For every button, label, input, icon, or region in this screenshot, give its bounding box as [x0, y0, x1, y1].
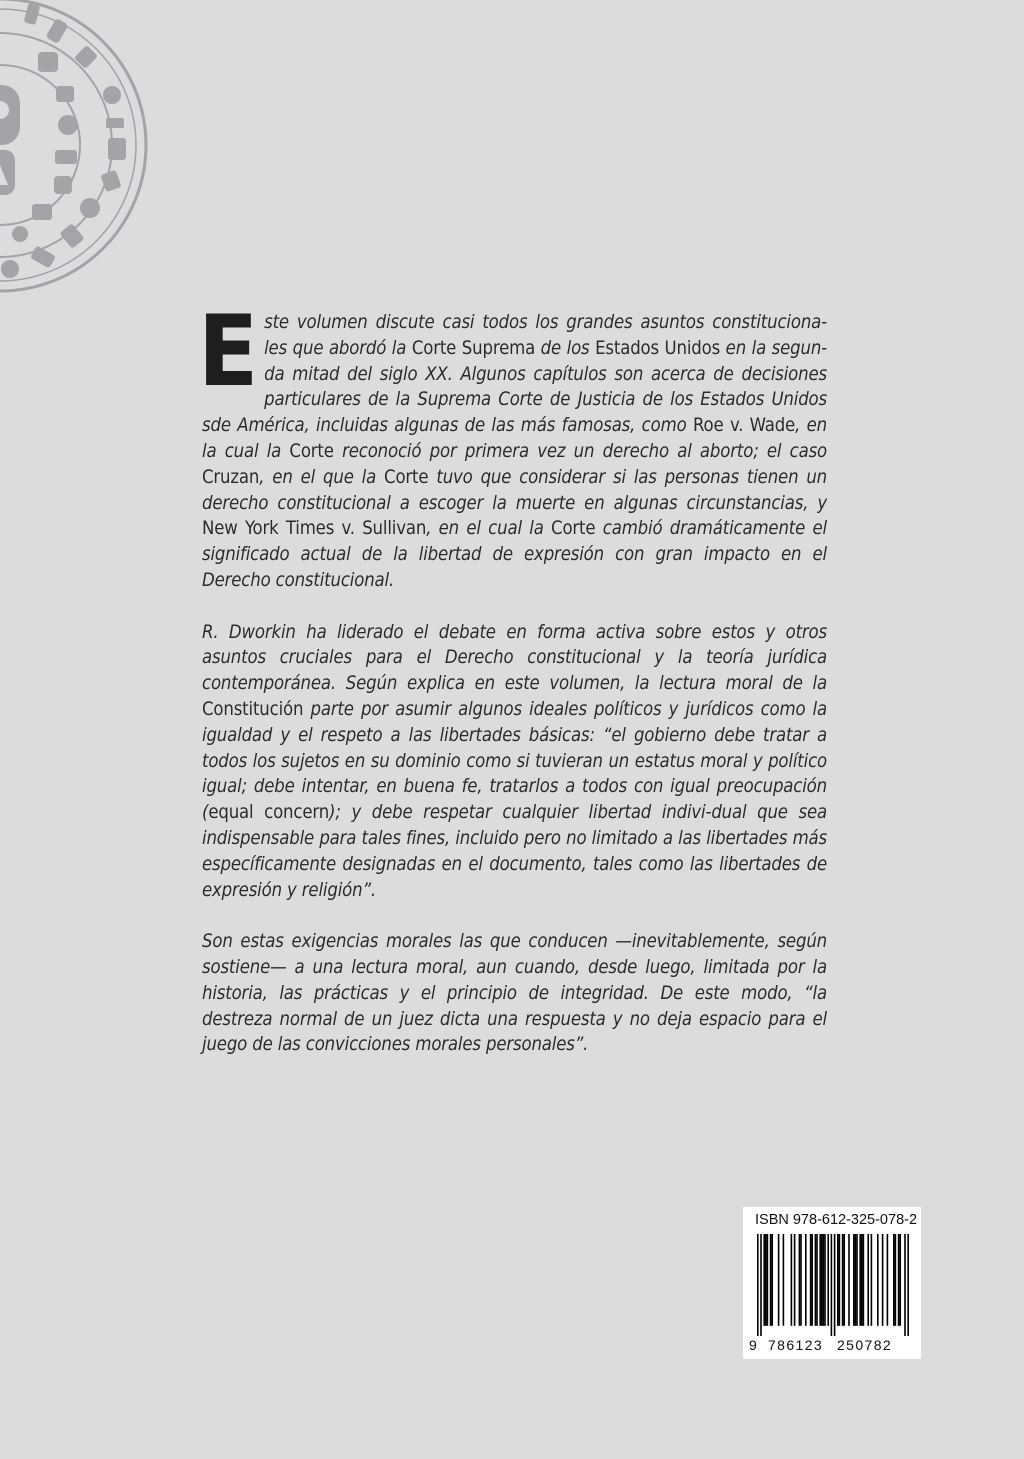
back-cover-text [198, 295, 828, 1084]
barcode-bar [898, 1234, 900, 1326]
barcode-bar [895, 1234, 897, 1326]
barcode-bar [871, 1234, 873, 1326]
barcode-bar [855, 1234, 857, 1326]
barcode-bar [760, 1234, 762, 1336]
barcode-bar [811, 1234, 813, 1326]
barcode-bar [819, 1234, 821, 1326]
barcode-bar [800, 1234, 802, 1326]
barcode-bar [767, 1234, 769, 1326]
barcode-bar [778, 1234, 780, 1326]
text-run: en la segun-da mitad del siglo XX. Algunos capítulos son acerca de decisiones particulares de la Suprema Corte de Justicia de los Estados Unidos sde América, incluidas algunas de las más famosas, como [202, 337, 827, 437]
barcode-bar [765, 1234, 767, 1326]
barcode-bar [831, 1234, 833, 1336]
text-run: Son estas exigencias morales las que conducen —inevitablemente, según sostiene— a una lectura moral, aun cuando, desde luego, limitada por la historia, las prácticas y el principio de integridad. De este modo, “la destreza normal de un juez dicta una respuesta y no deja espacio para el juego de las convicciones morales personales”. [202, 931, 827, 1056]
text-run: cambió dramáticamente el significado actual de la libertad de expresión con gran impacto en el Derecho constitucional. [202, 518, 827, 591]
barcode-bar [882, 1234, 884, 1326]
drop-cap: E [198, 295, 259, 409]
text-run: tuvo que considerar si las personas tienen un derecho constitucional a escoger la muerte en algunas circunstancias, y [202, 466, 828, 514]
barcode-bar [791, 1234, 793, 1326]
isbn-barcode-box [743, 1207, 921, 1359]
barcode-bar [899, 1234, 901, 1326]
barcode-digit-group-1: 786123 [768, 1337, 824, 1353]
text-run: Corte [384, 466, 429, 488]
barcode-bar [810, 1234, 812, 1326]
paragraph-1 [198, 295, 828, 594]
barcode-bar [763, 1234, 765, 1326]
text-run: , en la cual la [202, 415, 828, 462]
barcode-icon [757, 1234, 909, 1336]
barcode-bar [859, 1234, 861, 1326]
text-run: Roe v. Wade [692, 415, 796, 437]
barcode-bar [770, 1234, 772, 1326]
barcode-bar [848, 1234, 850, 1326]
text-run: reconoció por primera vez un derecho al aborto; el caso [333, 440, 828, 462]
barcode-bar [853, 1234, 855, 1326]
isbn-label: ISBN 978-612-325-078-2 [755, 1212, 918, 1228]
text-run: , en el que la [259, 466, 385, 488]
text-run: Estados Unidos [595, 337, 721, 359]
barcode-bar [863, 1234, 865, 1326]
text-run: ste volumen discute casi todos los grandes asuntos constituciona-les que abordó la [264, 312, 827, 359]
paragraph-2 [202, 620, 827, 904]
text-run: Corte [289, 440, 334, 462]
barcode-bar [907, 1234, 909, 1336]
text-run: New York Times v. Sullivan [202, 518, 427, 540]
text-run: R. Dworkin ha liderado el debate en forma activa sobre estos y otros asuntos cruciales para el Derecho constitucional y la teoría jurídica contemporánea. Según explica en este volumen, la lectura moral de la [202, 621, 827, 695]
text-run: ); y debe respetar cualquier libertad indivi-dual que sea indispensable para tales fines, incluido pero no limitado a las libertades más específicamente designadas en el documento, tales como las libertades de expresión y religión”. [202, 802, 827, 901]
barcode-first-digit: 9 [749, 1337, 757, 1353]
text-run: Constitución [202, 698, 304, 720]
barcode-bar [816, 1234, 818, 1326]
text-run: Corte Suprema [411, 337, 536, 359]
barcode-bar [805, 1234, 807, 1326]
barcode-bar [821, 1234, 823, 1326]
andean-seal-icon [0, 0, 150, 300]
barcode-bar [837, 1234, 839, 1326]
barcode-bar [823, 1234, 825, 1326]
barcode-bar [794, 1234, 796, 1326]
text-run: equal concern [208, 802, 330, 824]
barcode-bar [904, 1234, 906, 1336]
barcode-bar [843, 1234, 845, 1326]
text-run: de los [535, 337, 596, 359]
barcode-bar [799, 1234, 801, 1326]
paragraph-2-text [202, 622, 827, 901]
text-run: parte por asumir algunos ideales políticos y jurídicos como la igualdad y el respeto a las libertades básicas: “el gobierno debe tratar a todos los sujetos en su dominio como si tuvieran un estatus moral y político igual; debe intentar, en buena fe, tratarlos a todos con igual preocupación ( [202, 698, 827, 824]
barcode-bar [827, 1234, 829, 1326]
barcode-bar [887, 1234, 889, 1326]
barcode-bar [783, 1234, 785, 1326]
paragraph-3 [202, 929, 827, 1058]
paragraph-1-text [202, 312, 827, 591]
barcode-digit-group-2: 250782 [837, 1337, 893, 1353]
barcode-bar [893, 1234, 895, 1326]
text-run: , en el cual la [426, 518, 552, 540]
barcode-bar [861, 1234, 863, 1326]
barcode-bar [757, 1234, 759, 1336]
barcode-bar [815, 1234, 817, 1326]
barcode-bar [824, 1234, 826, 1326]
text-run: Corte [551, 518, 596, 540]
text-run: Cruzan [202, 466, 260, 488]
barcode-bar [839, 1234, 841, 1326]
barcode-bar [834, 1234, 836, 1336]
barcode-bar [771, 1234, 773, 1326]
barcode-bar [867, 1234, 869, 1326]
barcode-bar [842, 1234, 844, 1326]
paragraph-3-text [202, 931, 827, 1055]
barcode-bar [856, 1234, 858, 1326]
barcode-bar [877, 1234, 879, 1326]
